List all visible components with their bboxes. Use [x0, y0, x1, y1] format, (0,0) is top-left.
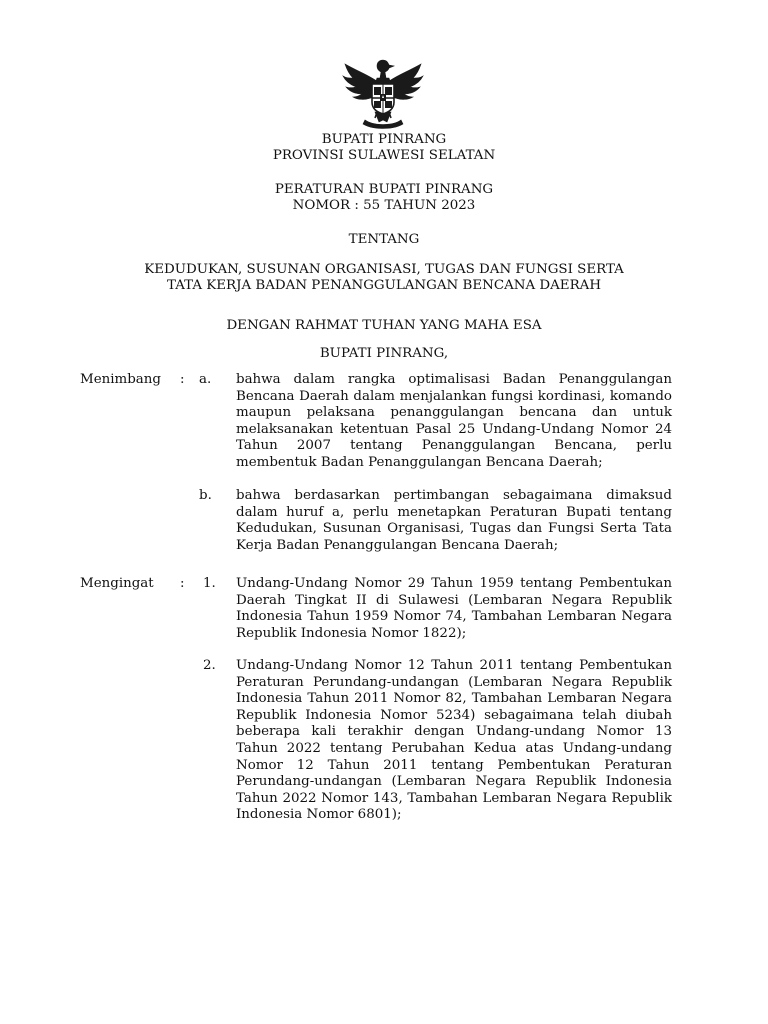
regulation-subject: [0, 262, 768, 294]
menimbang-item-text: bahwa berdasarkan pertimbangan sebagaimana dimaksud dalam huruf a, perlu menetapkan Peraturan Bupati tentang Kedudukan, Susunan Organisasi, Tugas dan Fungsi Serta Tata Kerja Badan Penanggulangan Bencana Daerah;: [236, 488, 672, 553]
about-label: TENTANG: [348, 232, 420, 247]
issuer-heading: [0, 132, 768, 164]
regulation-title: PERATURAN BUPATI PINRANG: [274, 182, 494, 197]
menimbang-item-marker: a.: [199, 372, 212, 387]
menimbang-colon: :: [180, 372, 185, 387]
authority-line: BUPATI PINRANG,: [319, 346, 449, 361]
mengingat-label: Mengingat: [80, 576, 154, 591]
menimbang-label: Menimbang: [80, 372, 161, 387]
issuer-province: PROVINSI SULAWESI SELATAN: [272, 148, 496, 163]
subject-line-2: TATA KERJA BADAN PENANGGULANGAN BENCANA DAERAH: [167, 278, 601, 293]
menimbang-item-marker: b.: [199, 488, 212, 503]
mengingat-item-text: Undang-Undang Nomor 29 Tahun 1959 tentang Pembentukan Daerah Tingkat II di Sulawesi (Lembaran Negara Republik Indonesia Tahun 1959 Nomor 74, Tambahan Lembaran Negara Republik Indonesia Nomor 1822);: [236, 576, 672, 641]
subject-line-1: KEDUDUKAN, SUSUNAN ORGANISASI, TUGAS DAN FUNGSI SERTA: [144, 262, 624, 277]
garuda-emblem-icon: [337, 54, 429, 134]
mengingat-colon: :: [180, 576, 185, 591]
issuer-title: BUPATI PINRANG: [321, 132, 447, 147]
mengingat-item-text: Undang-Undang Nomor 12 Tahun 2011 tentang Pembentukan Peraturan Perundang-undangan (Lembaran Negara Republik Indonesia Tahun 2011 Nomor 82, Tambahan Lembaran Negara Republik Indonesia Nomor 5234) sebagaimana telah diubah beberapa kali terakhir dengan Undang-undang Nomor 13 Tahun 2022 tentang Perubahan Kedua atas Undang-undang Nomor 12 Tahun 2011 tentang Pembentukan Peraturan Perundang-undangan (Lembaran Negara Republik Indonesia Tahun 2022 Nomor 143, Tambahan Lembaran Negara Republik Indonesia Nomor 6801);: [236, 658, 672, 823]
regulation-number: NOMOR : 55 TAHUN 2023: [292, 198, 476, 213]
regulation-heading: [0, 182, 768, 214]
menimbang-item-text: bahwa dalam rangka optimalisasi Badan Penanggulangan Bencana Daerah dalam menjalankan fungsi kordinasi, komando maupun pelaksana penanggulangan bencana dan untuk melaksanakan ketentuan Pasal 25 Undang-Undang Nomor 24 Tahun 2007 tentang Penanggulangan Bencana, perlu membentuk Badan Penanggulangan Bencana Daerah;: [236, 372, 672, 470]
blessing-line: DENGAN RAHMAT TUHAN YANG MAHA ESA: [226, 318, 542, 333]
mengingat-item-marker: 2.: [203, 658, 216, 673]
mengingat-item-marker: 1.: [203, 576, 216, 591]
